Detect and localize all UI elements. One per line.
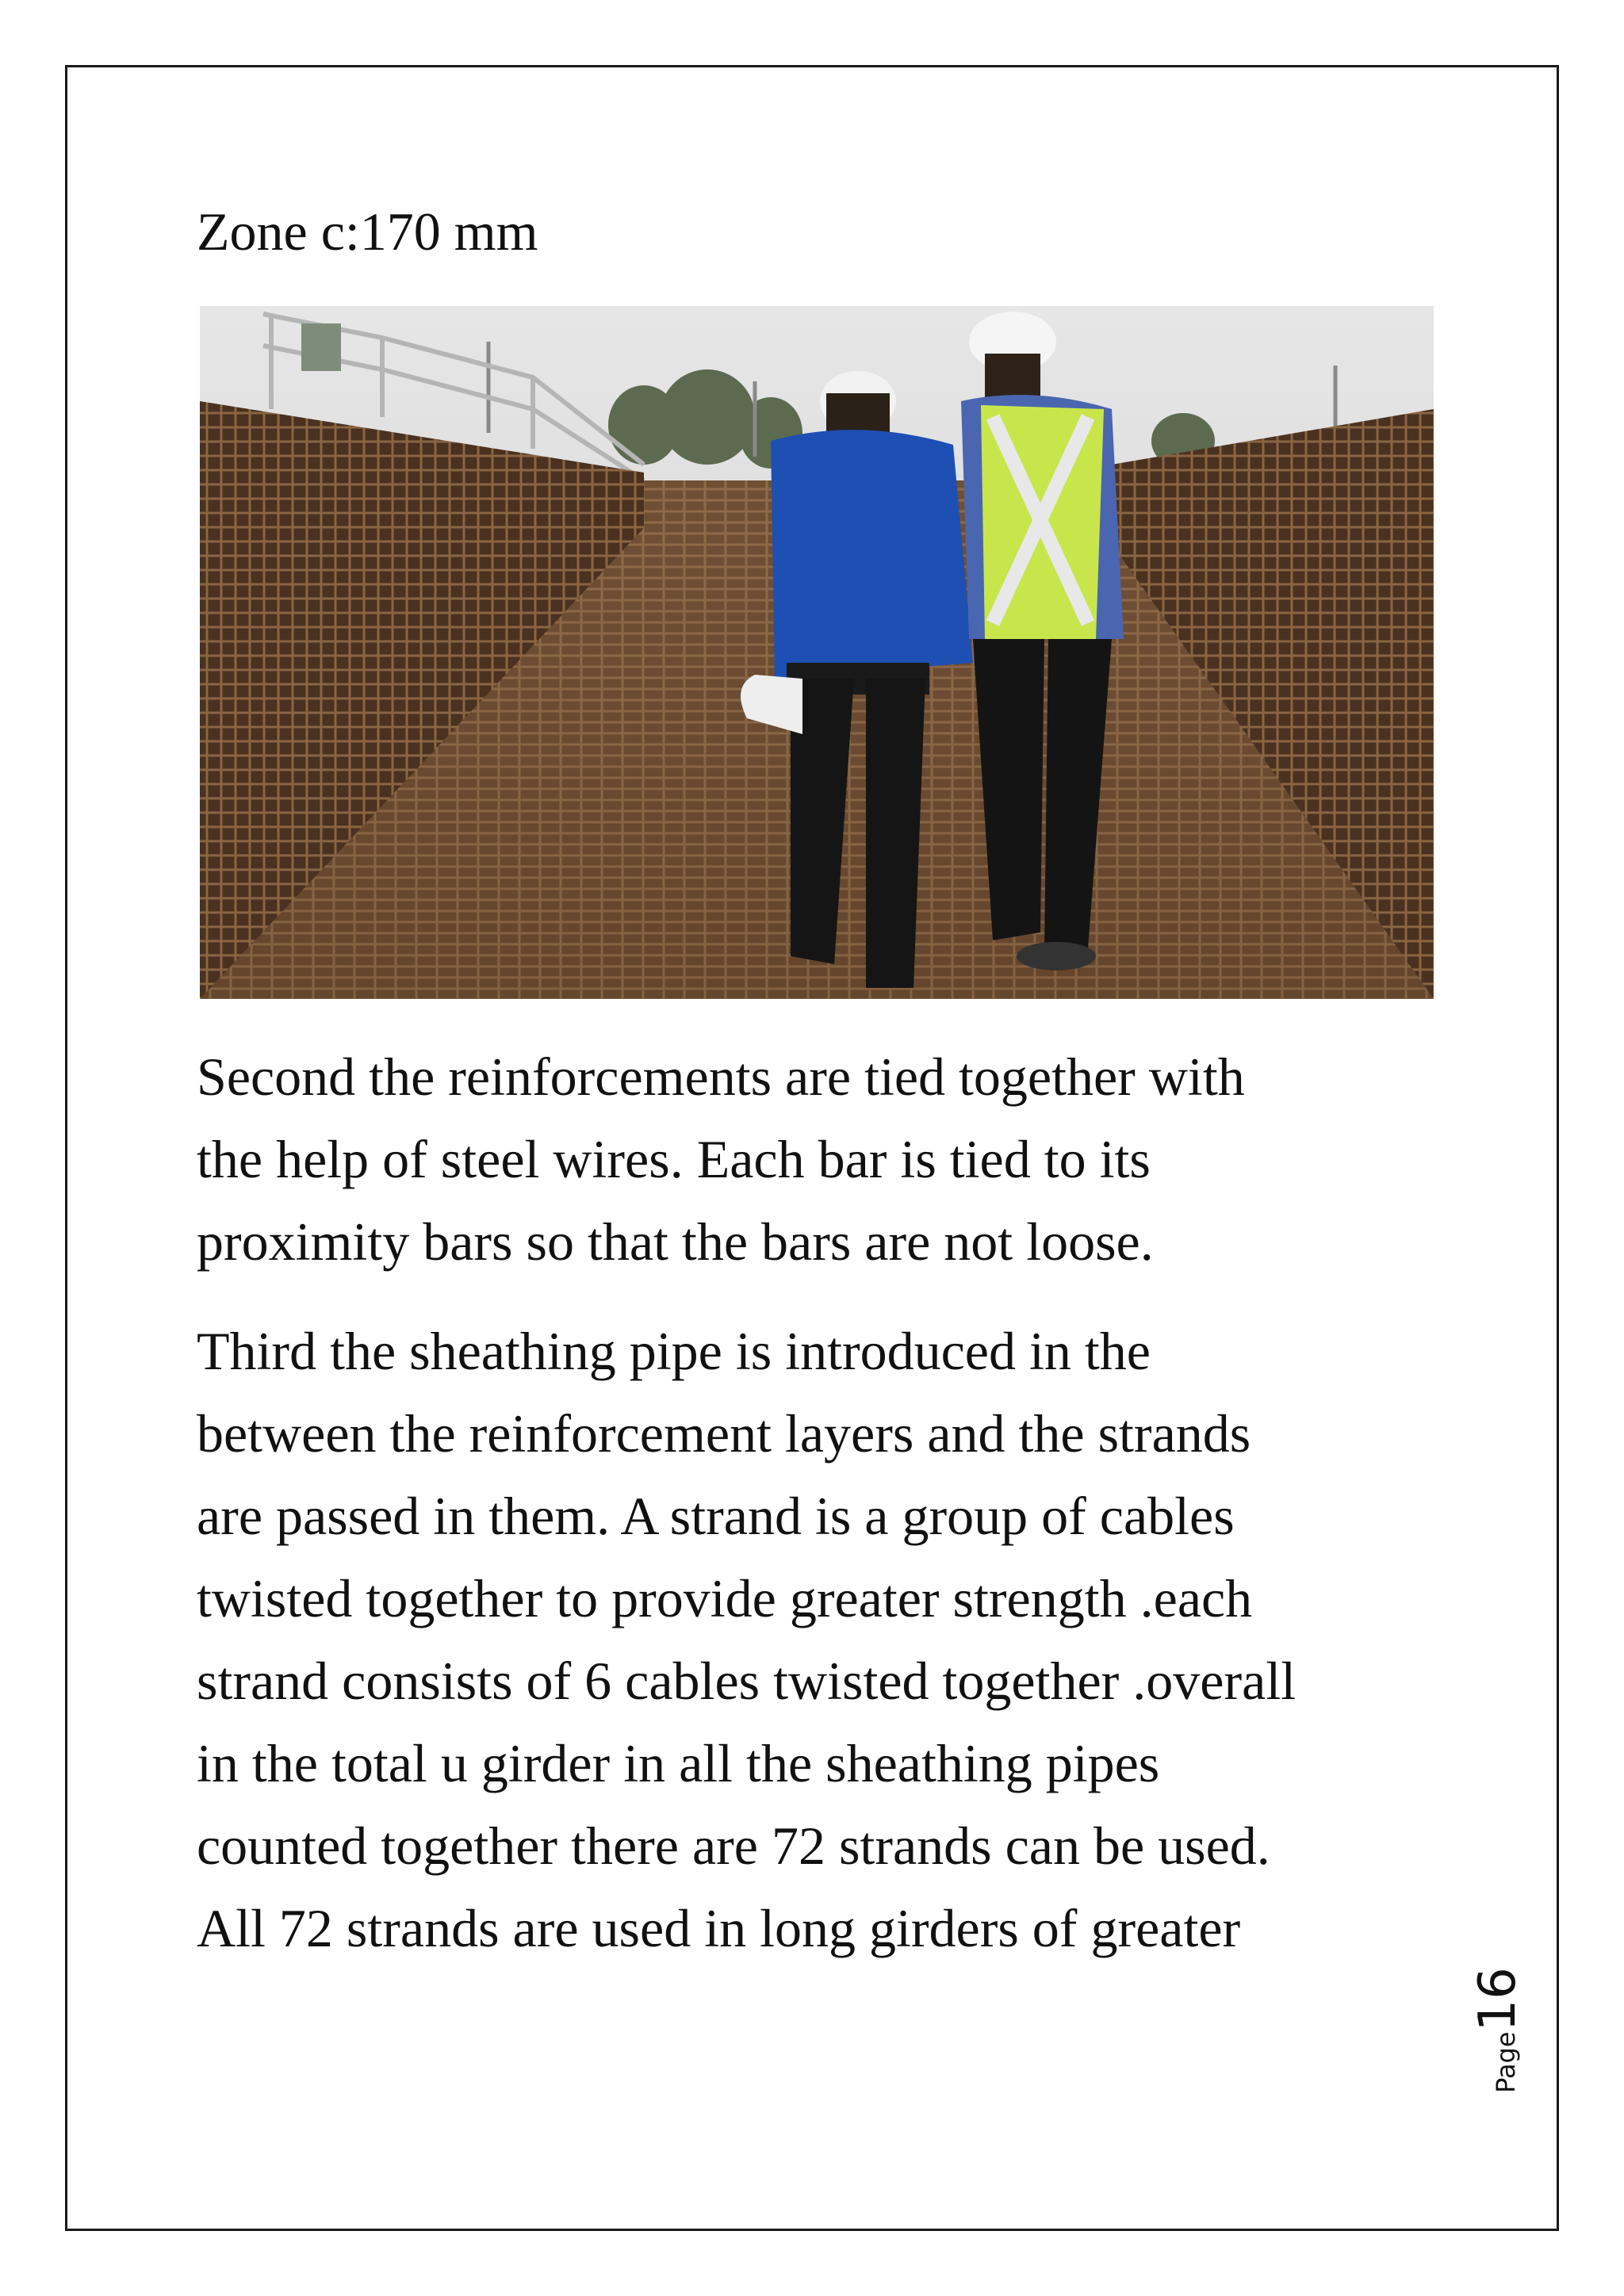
paragraph-line: between the reinforcement layers and the strands xyxy=(197,1403,1251,1464)
paragraph-line: are passed in them. A strand is a group of cables xyxy=(197,1486,1235,1546)
paragraph-tying xyxy=(197,1035,1245,1283)
paragraph-sheathing xyxy=(197,1310,1296,1969)
section-heading: Zone c:170 mm xyxy=(197,201,538,262)
rebar-cage-photo xyxy=(200,306,1434,999)
paragraph-line: proximity bars so that the bars are not loose. xyxy=(197,1211,1154,1272)
paragraph-line: All 72 strands are used in long girders of greater xyxy=(197,1898,1241,1958)
paragraph-line: Third the sheathing pipe is introduced in the xyxy=(197,1321,1151,1381)
paragraph-line: counted together there are 72 strands can be used. xyxy=(197,1816,1270,1876)
site-photo xyxy=(200,306,1434,999)
page-number-value: 16 xyxy=(1469,1967,1527,2032)
paragraph-line: in the total u girder in all the sheathing pipes xyxy=(197,1733,1160,1793)
paragraph-line: strand consists of 6 cables twisted together .overall xyxy=(197,1651,1297,1711)
page-number xyxy=(1469,1855,1556,2093)
paragraph-line: twisted together to provide greater strength .each xyxy=(197,1568,1253,1628)
paragraph-line: the help of steel wires. Each bar is tied to its xyxy=(197,1129,1151,1189)
page-label: Page xyxy=(1491,2031,1521,2093)
paragraph-line: Second the reinforcements are tied together with xyxy=(197,1047,1245,1107)
